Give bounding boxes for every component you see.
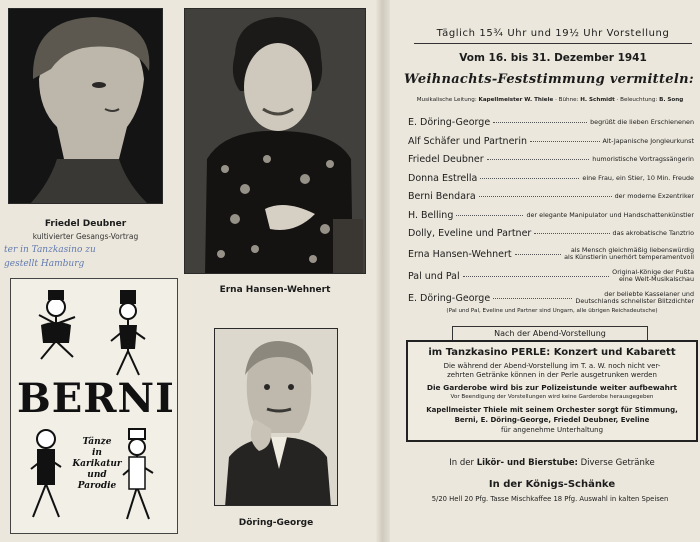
act-name: H. Belling <box>408 209 454 221</box>
stage-value: H. Schmidt <box>580 97 615 103</box>
poster-tagline-4: und <box>87 470 107 480</box>
act-row <box>408 225 694 244</box>
act-name: Donna Estrella <box>408 172 478 184</box>
act-description: der beliebte Kasselaner und Deutschlands schnellster Blitzdichter <box>575 289 694 305</box>
tanzkasino-box <box>406 340 698 442</box>
act-row <box>408 207 694 226</box>
leader-dots <box>479 196 612 197</box>
act-description: Original-Könige der Pußta eine Welt-Musikalschau <box>612 267 694 283</box>
act-row <box>408 151 694 170</box>
light-value: B. Song <box>659 97 684 103</box>
leader-dots <box>480 178 579 179</box>
photo-erna-hansen-wehnert <box>184 8 366 274</box>
act-row <box>408 244 694 266</box>
box-line: für angenehme Unterhaltung <box>500 426 604 434</box>
liquor-suffix: Diverse Getränke <box>580 458 655 468</box>
act-name: E. Döring-George <box>408 292 491 304</box>
box-line: Die während der Abend-Vorstellung im T. a. W. noch nicht ver- <box>443 362 661 370</box>
show-dates: Vom 16. bis 31. Dezember 1941 <box>459 52 647 64</box>
act-name: Berni Bendara <box>408 191 476 203</box>
act-row <box>408 114 694 133</box>
leader-dots <box>463 276 610 277</box>
liquor-prefix: In der <box>449 458 474 468</box>
box-line: Vor Beendigung der Vorstellungen wird keine Garderobe herausgegeben <box>450 394 654 400</box>
acts-list <box>408 114 694 310</box>
leader-dots <box>493 298 572 299</box>
act-description: das akrobatische Tanztrio <box>612 229 694 237</box>
handwritten-note <box>4 243 172 271</box>
caption-erna-hansen-wehnert: Erna Hansen-Wehnert <box>219 285 331 295</box>
stage-label: Bühne: <box>558 97 579 103</box>
act-name: Dolly, Eveline und Partner <box>408 228 532 240</box>
act-description: der elegante Manipulator und Handschattenkünstler <box>526 210 694 219</box>
act-description: eine Frau, ein Stier, 10 Min. Freude <box>582 173 694 182</box>
program-slogan: Weihnachts-Feststimmung vermitteln: <box>404 72 694 87</box>
poster-tagline-3: Karikatur <box>72 459 122 469</box>
leader-dots <box>456 215 523 216</box>
subcaption-friedel-deubner: kultivierter Gesangs-Vortrag <box>32 232 139 241</box>
leader-dots <box>515 254 561 255</box>
act-name: E. Döring-George <box>408 117 491 129</box>
act-name: Erna Hansen-Wehnert <box>408 248 512 260</box>
act-row <box>408 266 694 288</box>
act-description: Alt-Japanische Jongleurkunst <box>602 136 694 145</box>
tanzkasino-title: im Tanzkasino PERLE: Konzert und Kabarett <box>428 347 676 358</box>
liquor-venue: Likör- und Bierstube: <box>476 458 578 468</box>
schaenke-title: In der Königs-Schänke <box>488 479 616 490</box>
leader-dots <box>487 159 590 160</box>
light-label: Beleuchtung: <box>620 97 658 103</box>
nationality-footnote: (Pal und Pal, Eveline und Partner sind Ungarn, alle übrigen Reichsdeutsche) <box>446 308 658 314</box>
photo-doering-george <box>214 328 338 506</box>
berni-poster <box>10 278 178 534</box>
act-description: als Mensch gleichmäßig liebenswürdig als Künstlerin unerhört temperamentvoll <box>564 245 694 261</box>
page-fold <box>376 0 390 542</box>
act-row <box>408 288 694 310</box>
caption-doering-george: Döring-George <box>238 518 314 528</box>
handwritten-line-1: ter in Tanzkasino zu <box>4 245 96 255</box>
music-label: Musikalische Leitung: <box>416 97 477 103</box>
box-line: Kapellmeister Thiele mit seinem Orchester sorgt für Stimmung, <box>426 406 678 414</box>
act-row <box>408 188 694 207</box>
act-description: humoristische Vortragssängerin <box>592 155 694 163</box>
box-line: Berni, E. Döring-George, Friedel Deubner, Eveline <box>454 416 650 424</box>
box-line: zehrten Getränke können in der Perle ausgetrunken werden <box>447 371 657 379</box>
act-row <box>408 133 694 152</box>
act-name: Alf Schäfer und Partnerin <box>408 135 527 147</box>
poster-tagline-2: in <box>92 448 102 458</box>
box-line: Die Garderobe wird bis zur Polizeistunde weiter aufbewahrt <box>426 383 678 392</box>
act-description: der moderne Exzentriker <box>614 192 694 200</box>
program-page <box>394 0 700 542</box>
leader-dots <box>493 122 587 123</box>
handwritten-line-2: gestellt Hamburg <box>4 259 85 269</box>
prices-line: 5/20 Hell 20 Pfg. Tasse Mischkaffee 18 Pfg. Auswahl in kalten Speisen <box>431 495 669 503</box>
after-show-label: Nach der Abend-Vorstellung <box>452 326 648 341</box>
music-value: Kapellmeister W. Thiele <box>478 97 554 103</box>
poster-title: BERNI <box>17 375 175 422</box>
act-name: Pal und Pal <box>408 270 460 282</box>
leader-dots <box>530 141 600 142</box>
photo-friedel-deubner <box>8 8 163 204</box>
show-times: Täglich 15¾ Uhr und 19½ Uhr Vorstellung <box>414 28 692 44</box>
credits-line: Musikalische Leitung: Kapellmeister W. Thiele · Bühne: H. Schmidt · Beleuchtung: B. Song <box>416 97 684 103</box>
poster-tagline-5: Parodie <box>77 481 117 491</box>
act-name: Friedel Deubner <box>408 154 484 166</box>
poster-tagline-1: Tänze <box>82 437 112 447</box>
liquor-line <box>404 458 700 468</box>
leader-dots <box>534 233 609 234</box>
act-row <box>408 170 694 189</box>
poster-tagline <box>65 437 129 492</box>
caption-friedel-deubner: Friedel Deubner <box>44 219 127 229</box>
act-description: begrüßt die lieben Erschienenen <box>590 118 694 126</box>
